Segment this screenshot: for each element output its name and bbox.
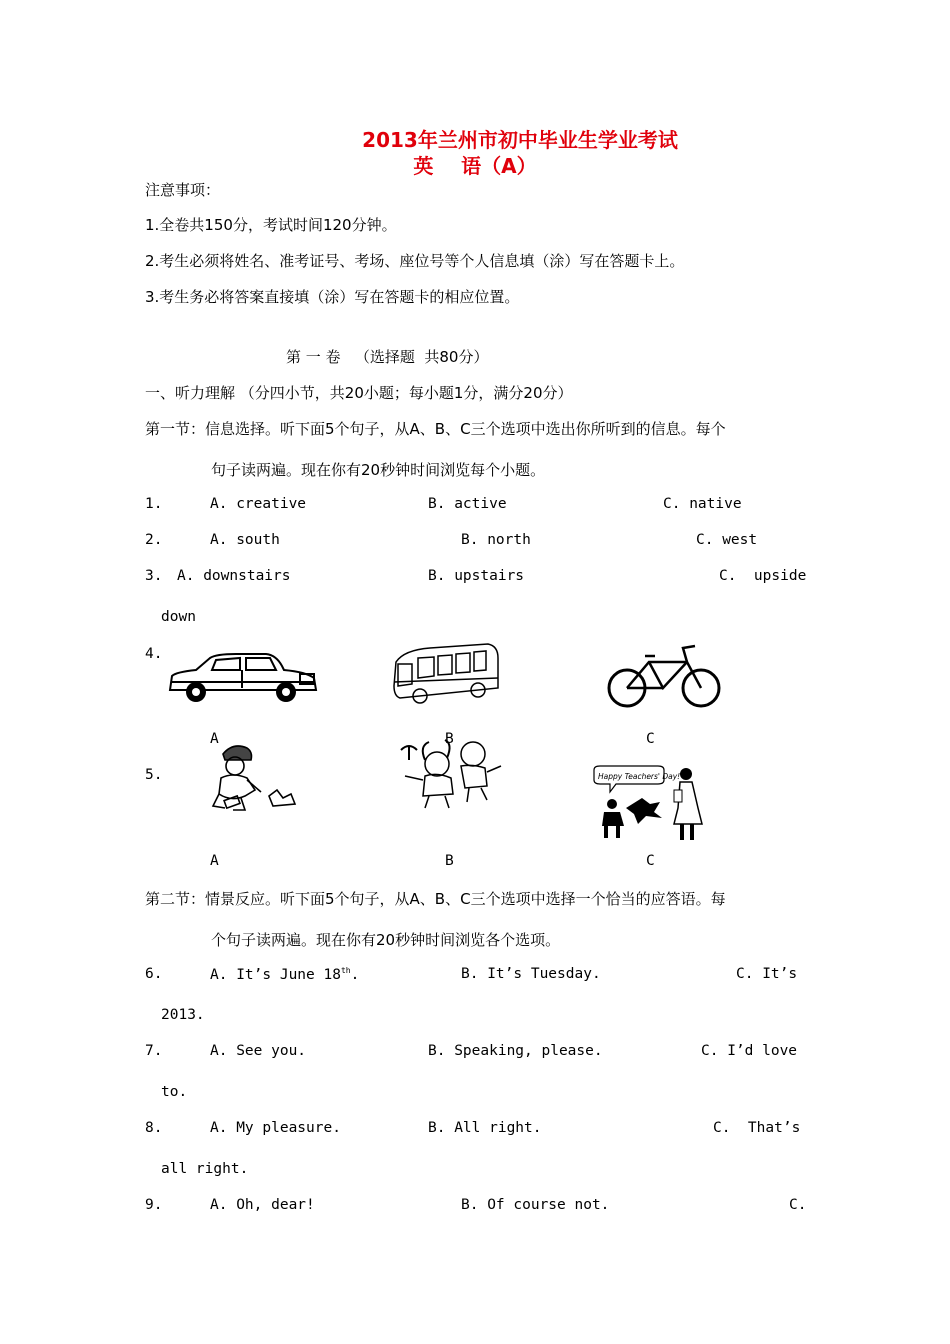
option-b: B. active — [428, 496, 507, 512]
option-a: A. Oh, dear! — [210, 1197, 315, 1213]
option-a: A. My pleasure. — [210, 1120, 341, 1136]
note-item-3: 3.考生务必将答案直接填（涂）写在答题卡的相应位置。 — [145, 288, 520, 306]
question-number: 7. — [145, 1043, 163, 1059]
option-b: B. upstairs — [428, 568, 525, 584]
option-a-label: A — [210, 853, 219, 869]
option-c-cont: all right. — [161, 1161, 249, 1177]
option-b: B. Of course not. — [461, 1197, 610, 1213]
bus-icon — [390, 642, 502, 706]
note-item-2: 2.考生必须将姓名、准考证号、考场、座位号等个人信息填（涂）写在答题卡上。 — [145, 252, 685, 270]
car-icon — [166, 652, 320, 708]
option-c-label: C — [646, 731, 655, 747]
bicycle-icon — [605, 642, 725, 714]
question-number: 4. — [145, 646, 163, 662]
option-c-cont: to. — [161, 1084, 188, 1100]
teachers-day-greeting-icon — [590, 764, 712, 844]
option-b-label: B — [445, 731, 454, 747]
option-c-cont: down — [161, 609, 196, 625]
speech-bubble-text: Happy Teachers' Day! — [598, 772, 681, 781]
option-b-label: B — [445, 853, 454, 869]
option-c: C. That’s — [713, 1120, 801, 1136]
option-a: A. south — [210, 532, 280, 548]
section-1-instruction-cont: 句子读两遍。现在你有20秒钟时间浏览每个小题。 — [211, 461, 546, 479]
option-c: C. It’s — [736, 966, 798, 982]
question-number: 9. — [145, 1197, 163, 1213]
exam-title: 2013年兰州市初中毕业生学业考试 — [362, 128, 678, 152]
exam-subtitle: 英 语（A） — [413, 154, 537, 178]
option-b: B. north — [461, 532, 531, 548]
option-b: B. Speaking, please. — [428, 1043, 603, 1059]
option-c: C. upside — [719, 568, 807, 584]
child-picking-up-litter-icon — [203, 740, 299, 814]
question-number: 6. — [145, 966, 163, 982]
question-number: 8. — [145, 1120, 163, 1136]
option-c-cont: 2013. — [161, 1007, 205, 1023]
option-a: A. downstairs — [177, 568, 291, 584]
option-a: A. It’s June 18th. — [210, 966, 360, 983]
option-a: A. See you. — [210, 1043, 307, 1059]
option-b: B. All right. — [428, 1120, 542, 1136]
section-2-instruction: 第二节：情景反应。听下面5个句子，从A、B、C三个选项中选择一个恰当的应答语。每 — [145, 890, 726, 908]
notes-heading: 注意事项： — [145, 181, 221, 199]
option-c: C. I’d love — [701, 1043, 798, 1059]
question-number: 1. — [145, 496, 163, 512]
children-playing-icon — [395, 736, 507, 812]
option-c: C. native — [663, 496, 742, 512]
option-c: C. west — [696, 532, 758, 548]
question-number: 5. — [145, 767, 163, 783]
section-listening-heading: 一、听力理解 （分四小节，共20小题；每小题1分，满分20分） — [145, 384, 573, 402]
note-item-1: 1.全卷共150分，考试时间120分钟。 — [145, 216, 397, 234]
question-number: 3. — [145, 568, 163, 584]
option-c-label: C — [646, 853, 655, 869]
section-2-instruction-cont: 个句子读两遍。现在你有20秒钟时间浏览各个选项。 — [211, 931, 561, 949]
section-1-instruction: 第一节：信息选择。听下面5个句子，从A、B、C三个选项中选出你所听到的信息。每个 — [145, 420, 726, 438]
option-a: A. creative — [210, 496, 307, 512]
part-one-heading: 第 一 卷 （选择题 共80分） — [286, 348, 489, 366]
option-b: B. It’s Tuesday. — [461, 966, 601, 982]
option-a-label: A — [210, 731, 219, 747]
question-number: 2. — [145, 532, 163, 548]
option-c: C. — [789, 1197, 807, 1213]
